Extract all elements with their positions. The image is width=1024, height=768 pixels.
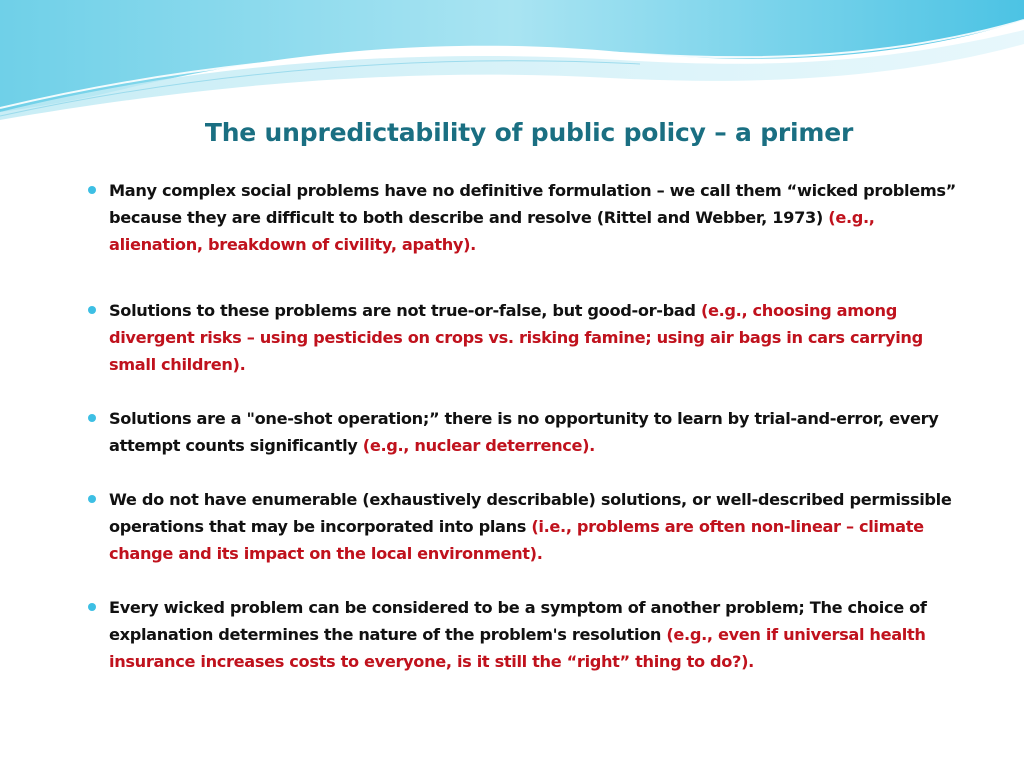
bullet-statement: Solutions are a "one-shot operation;” there is no opportunity to learn by trial-and-error, every attempt counts significantly (109, 409, 939, 455)
bullet-item (88, 297, 968, 378)
bullet-example: (e.g., alienation, breakdown of civility, apathy). (109, 208, 875, 254)
bullet-example: (e.g., choosing among divergent risks – using pesticides on crops vs. risking famine; using air bags in cars carrying small children). (109, 301, 923, 374)
bullet-item (88, 486, 968, 567)
bullet-text (109, 297, 968, 378)
bullet-item (88, 177, 968, 258)
bullet-text (109, 486, 968, 567)
bullet-item (88, 594, 968, 675)
slide-title: The unpredictability of public policy – a primer (204, 118, 854, 147)
bullet-statement: Every wicked problem can be considered to be a symptom of another problem; The choice of explanation determines the nature of the problem's resolution (109, 598, 927, 644)
bullet-text (109, 405, 968, 459)
bullet-example: (i.e., problems are often non-linear – climate change and its impact on the local environment). (109, 517, 924, 563)
bullet-text (109, 594, 968, 675)
bullet-dot-icon (88, 495, 96, 503)
bullet-statement: Solutions to these problems are not true-or-false, but good-or-bad (109, 301, 701, 320)
bullet-dot-icon (88, 414, 96, 422)
bullet-statement: Many complex social problems have no definitive formulation – we call them “wicked problems” because they are difficult to both describe and resolve (Rittel and Webber, 1973) (109, 181, 956, 227)
bullet-example: (e.g., nuclear deterrence). (362, 436, 595, 455)
bullet-dot-icon (88, 306, 96, 314)
bullet-dot-icon (88, 186, 96, 194)
bullet-example: (e.g., even if universal health insurance increases costs to everyone, is it still the “right” thing to do?). (109, 625, 926, 671)
bullet-statement: We do not have enumerable (exhaustively describable) solutions, or well-described permissible operations that may be incorporated into plans (109, 490, 952, 536)
bullet-dot-icon (88, 603, 96, 611)
bullet-text (109, 177, 968, 258)
bullet-item (88, 405, 968, 459)
